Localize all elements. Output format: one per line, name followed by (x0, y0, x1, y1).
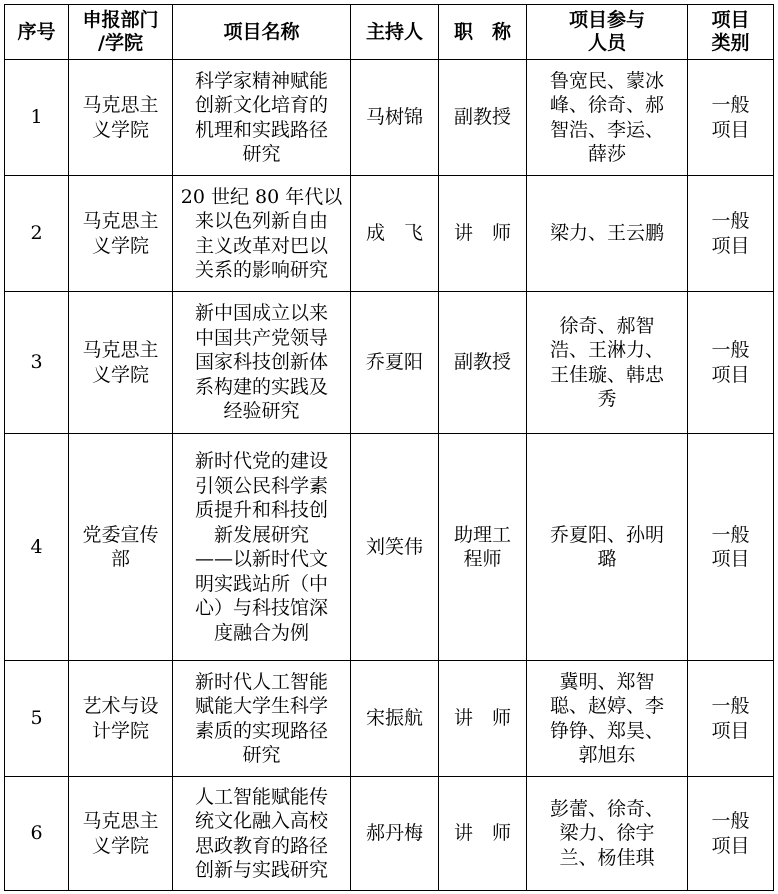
cell-title: 讲 师 (439, 661, 527, 777)
cell-members: 徐奇、郝智 浩、王淋力、 王佳璇、韩忠 秀 (527, 292, 688, 434)
header-members: 项目参与 人员 (527, 5, 688, 60)
cell-members: 彭蕾、徐奇、 梁力、徐宇 兰、杨佳琪 (527, 777, 688, 891)
cell-project-name: 科学家精神赋能 创新文化培育的 机理和实践路径 研究 (173, 60, 351, 176)
cell-host: 郝丹梅 (351, 777, 439, 891)
cell-project-name: 20 世纪 80 年代以 来以色列新自由 主义改革对巴以 关系的影响研究 (173, 176, 351, 292)
table-row (5, 777, 774, 891)
cell-members: 乔夏阳、孙明 璐 (527, 434, 688, 661)
cell-project-name: 新时代人工智能 赋能大学生科学 素质的实现路径 研究 (173, 661, 351, 777)
projects-table (4, 4, 774, 891)
cell-category: 一般 项目 (688, 434, 774, 661)
header-row (5, 5, 774, 60)
header-title: 职 称 (439, 5, 527, 60)
cell-host: 成 飞 (351, 176, 439, 292)
table-row (5, 292, 774, 434)
header-category: 项目 类别 (688, 5, 774, 60)
cell-category: 一般 项目 (688, 661, 774, 777)
cell-dept: 马克思主 义学院 (69, 176, 173, 292)
cell-seq: 3 (5, 292, 69, 434)
cell-title: 副教授 (439, 292, 527, 434)
table-row (5, 60, 774, 176)
cell-seq: 1 (5, 60, 69, 176)
table-row (5, 661, 774, 777)
cell-seq: 4 (5, 434, 69, 661)
cell-host: 刘笑伟 (351, 434, 439, 661)
cell-dept: 马克思主 义学院 (69, 292, 173, 434)
cell-seq: 6 (5, 777, 69, 891)
cell-project-name: 新时代党的建设 引领公民科学素 质提升和科技创 新发展研究 ——以新时代文 明实践站所（中 心）与科技馆深 度融合为例 (173, 434, 351, 661)
cell-category: 一般 项目 (688, 176, 774, 292)
header-dept: 申报部门 /学院 (69, 5, 173, 60)
header-host: 主持人 (351, 5, 439, 60)
cell-category: 一般 项目 (688, 777, 774, 891)
cell-dept: 马克思主 义学院 (69, 60, 173, 176)
table-row (5, 176, 774, 292)
cell-dept: 艺术与设 计学院 (69, 661, 173, 777)
cell-title: 讲 师 (439, 777, 527, 891)
cell-host: 马树锦 (351, 60, 439, 176)
cell-members: 梁力、王云鹏 (527, 176, 688, 292)
cell-project-name: 新中国成立以来 中国共产党领导 国家科技创新体 系构建的实践及 经验研究 (173, 292, 351, 434)
cell-category: 一般 项目 (688, 292, 774, 434)
header-seq: 序号 (5, 5, 69, 60)
header-name: 项目名称 (173, 5, 351, 60)
table-row (5, 434, 774, 661)
cell-title: 助理工 程师 (439, 434, 527, 661)
cell-title: 讲 师 (439, 176, 527, 292)
cell-members: 冀明、郑智 聪、赵婷、李 铮铮、郑昊、 郭旭东 (527, 661, 688, 777)
cell-seq: 5 (5, 661, 69, 777)
cell-host: 乔夏阳 (351, 292, 439, 434)
cell-dept: 党委宣传 部 (69, 434, 173, 661)
cell-members: 鲁宽民、蒙冰 峰、徐奇、郝 智浩、李运、 薛莎 (527, 60, 688, 176)
cell-dept: 马克思主 义学院 (69, 777, 173, 891)
cell-host: 宋振航 (351, 661, 439, 777)
cell-title: 副教授 (439, 60, 527, 176)
cell-seq: 2 (5, 176, 69, 292)
cell-project-name: 人工智能赋能传 统文化融入高校 思政教育的路径 创新与实践研究 (173, 777, 351, 891)
cell-category: 一般 项目 (688, 60, 774, 176)
